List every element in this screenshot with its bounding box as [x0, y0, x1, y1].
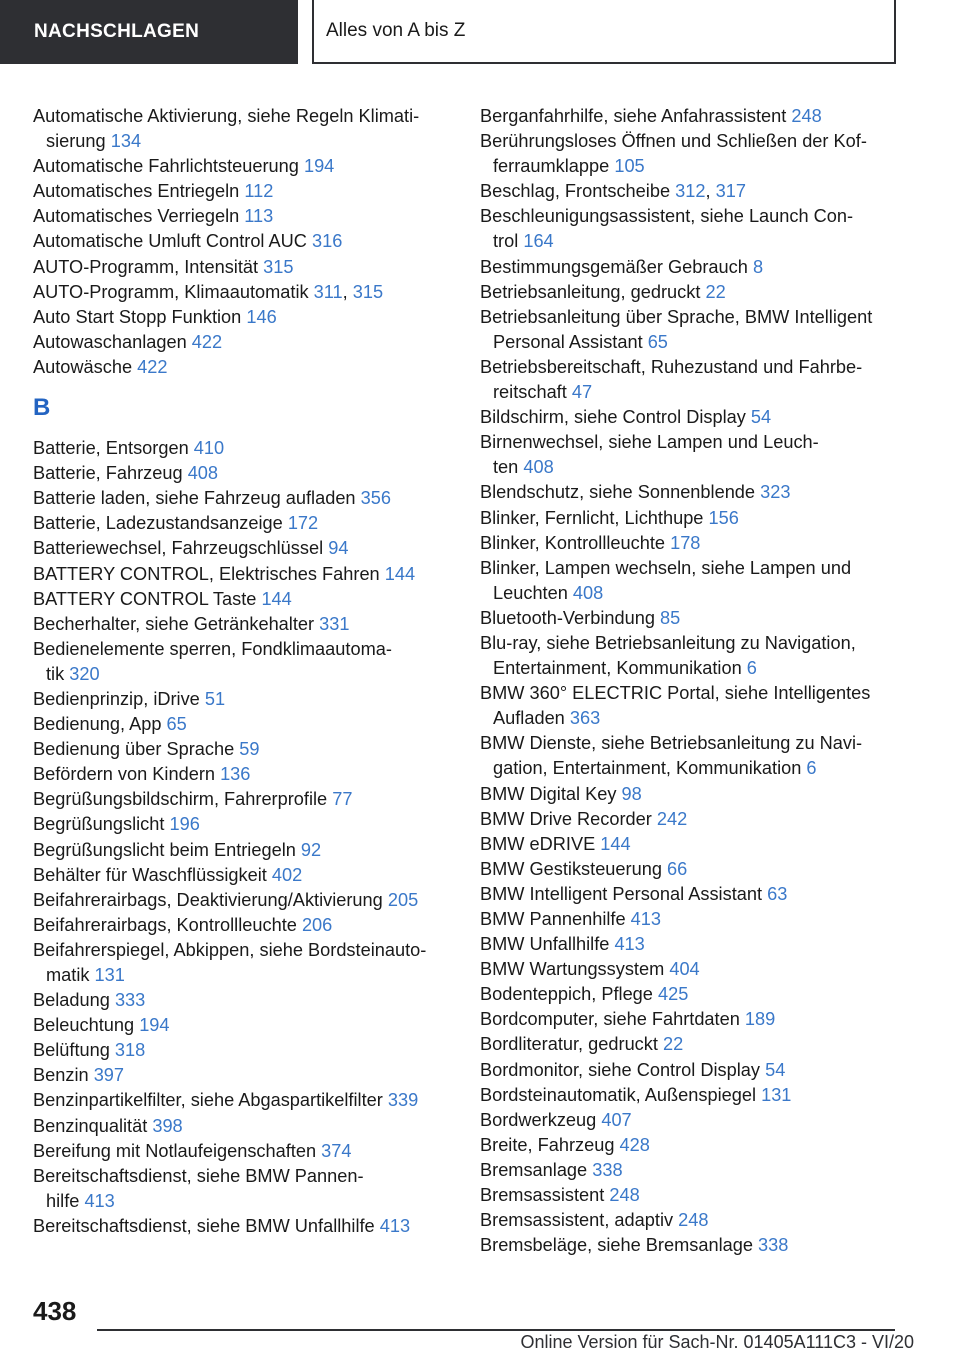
index-entry-text: Bordmonitor, siehe Control Display: [480, 1059, 761, 1080]
index-entry: [33, 1038, 453, 1063]
index-entry-text: Automatisches Verriegeln: [33, 206, 240, 227]
index-entry-text: Blu-ray, siehe Betriebsanleitung zu Navigation,: [480, 632, 856, 653]
index-entry-text: Berührungsloses Öffnen und Schließen der Kof-: [480, 131, 867, 152]
page-link[interactable]: 47: [571, 382, 593, 403]
index-entry-text: Automatisches Entriegeln: [33, 181, 240, 202]
index-entry-text: Bremsassistent: [480, 1185, 605, 1206]
index-entry-text: Benzinqualität: [33, 1115, 148, 1136]
page-link[interactable]: 311: [313, 281, 343, 302]
index-entry: [33, 204, 453, 229]
index-entry-text: Bedienelemente sperren, Fondklimaautoma-: [33, 638, 392, 659]
index-entry-text: Bedienung, App: [33, 714, 162, 735]
index-entry: [480, 1108, 900, 1133]
page-link[interactable]: 398: [152, 1115, 183, 1136]
page-link[interactable]: 312: [675, 181, 706, 202]
index-entry: [480, 731, 900, 781]
index-entry-text: Betriebsbereitschaft, Ruhezustand und Fahrbe-: [480, 356, 863, 377]
page-link[interactable]: 413: [614, 934, 645, 955]
index-entry-text: Bodenteppich, Pflege: [480, 984, 653, 1005]
index-entry: [33, 1214, 453, 1239]
index-entry-text: trol: [493, 231, 519, 252]
page-link[interactable]: 242: [656, 808, 688, 829]
index-entry: [480, 606, 900, 631]
index-entry: Beschlag, Frontscheibe 312, 317: [480, 181, 746, 202]
chapter-tab: [312, 0, 896, 64]
index-entry-text: BMW Dienste, siehe Betriebsanleitung zu Navi-: [480, 733, 863, 754]
index-entry: [480, 882, 900, 907]
page-link[interactable]: 144: [261, 588, 292, 609]
index-entry: [480, 1032, 900, 1057]
index-entry: [480, 104, 900, 129]
index-entry: [480, 807, 900, 832]
index-entry: [480, 1183, 900, 1208]
index-entry: [480, 355, 900, 405]
index-entry-text: Begrüßungslicht: [33, 814, 165, 835]
index-entry: [33, 587, 453, 612]
index-entry: [33, 536, 453, 561]
page-link[interactable]: 338: [758, 1235, 789, 1256]
index-entry: [33, 511, 453, 536]
index-entry-text: AUTO-Programm, Klimaautomatik: [33, 281, 309, 302]
index-entry: [33, 1063, 453, 1088]
index-entry-text: Befördern von Kindern: [33, 764, 215, 785]
index-entry: [480, 1133, 900, 1158]
page-link[interactable]: 425: [657, 984, 689, 1005]
index-entry-text: Beschlag, Frontscheibe: [480, 181, 671, 202]
page-number: 438: [33, 1296, 77, 1326]
page-link[interactable]: 338: [592, 1159, 623, 1180]
index-entry-text: Blinker, Fernlicht, Lichthupe: [480, 507, 704, 528]
index-entry: [33, 712, 453, 737]
index-entry: [33, 104, 453, 154]
index-entry-text: Bereifung mit Notlaufeigenschaften: [33, 1140, 317, 1161]
index-entry: [480, 681, 900, 731]
index-entry: [33, 229, 453, 254]
index-entry-text: BMW Digital Key: [480, 783, 617, 804]
index-entry-text: Auto Start Stopp Funktion: [33, 306, 242, 327]
index-entry-text: Berganfahrhilfe, siehe Anfahrassistent: [480, 106, 787, 126]
index-entry-text: Automatische Aktivierung, siehe Regeln Klimati-: [33, 106, 420, 126]
index-entry: [480, 204, 900, 254]
index-entry: [33, 1013, 453, 1038]
index-entry-text: Beifahrerairbags, Kontrollleuchte: [33, 914, 297, 935]
index-entry: [480, 506, 900, 531]
index-entry: [33, 612, 453, 637]
index-entry: [33, 812, 453, 837]
index-entry-text: Batterie laden, siehe Fahrzeug aufladen: [33, 488, 356, 509]
index-entry-text: Beifahrerspiegel, Abkippen, siehe Bordsteinauto-: [33, 939, 427, 960]
index-entry-text: Bordwerkzeug: [480, 1109, 597, 1130]
index-entry-text: Bremsassistent, adaptiv: [480, 1210, 674, 1231]
page-link[interactable]: 131: [94, 965, 125, 985]
page-link[interactable]: 408: [187, 463, 219, 484]
index-entry-text: Bestimmungsgemäßer Gebrauch: [480, 256, 748, 277]
index-letter-heading: B: [33, 394, 51, 422]
index-entry: [33, 154, 453, 179]
index-entry: [33, 913, 453, 938]
page-link[interactable]: 316: [311, 231, 343, 252]
index-entry-text: Automatische Fahrlichtsteuerung: [33, 156, 299, 177]
page-link[interactable]: 59: [239, 739, 260, 760]
index-entry-text: Batterie, Entsorgen: [33, 438, 189, 459]
index-entry-text: AUTO-Programm, Intensität: [33, 256, 259, 277]
page-link[interactable]: 374: [321, 1140, 352, 1161]
index-entry-text: Blinker, Lampen wechseln, siehe Lampen und: [480, 557, 852, 578]
page-link[interactable]: 65: [166, 714, 187, 735]
index-entry-text: Blendschutz, siehe Sonnenblende: [480, 482, 756, 503]
index-entry-text: BMW Intelligent Personal Assistant: [480, 883, 763, 904]
index-entry-text: Beladung: [33, 990, 110, 1011]
index-entry: AUTO-Programm, Klimaautomatik 311, 315: [33, 281, 384, 302]
index-entry: [33, 305, 453, 330]
index-entry-text: Begrüßungslicht beim Entriegeln: [33, 839, 296, 860]
index-entry-text: tik: [46, 663, 65, 684]
index-entry: [480, 480, 900, 505]
index-entry: [33, 1114, 453, 1139]
page-link[interactable]: 178: [670, 532, 701, 553]
index-entry-text: Bedienung über Sprache: [33, 739, 235, 760]
page-link[interactable]: 164: [523, 231, 554, 252]
index-entry: [480, 782, 900, 807]
page-link[interactable]: 6: [806, 758, 817, 779]
index-entry-text: Bordsteinautomatik, Außenspiegel: [480, 1084, 757, 1105]
page-link[interactable]: 339: [387, 1090, 419, 1111]
index-entry-text: Behälter für Waschflüssigkeit: [33, 864, 267, 885]
page-link[interactable]: 92: [300, 839, 322, 860]
index-entry: [480, 1233, 900, 1258]
page-link[interactable]: 194: [139, 1015, 170, 1036]
page-link[interactable]: 413: [630, 909, 661, 929]
index-entry-text: reitschaft: [493, 382, 567, 403]
index-entry: [33, 461, 453, 486]
page-link[interactable]: 397: [93, 1065, 125, 1086]
page-link[interactable]: 408: [523, 457, 554, 478]
index-entry: [33, 637, 453, 687]
page-link[interactable]: 205: [387, 889, 419, 910]
page-link[interactable]: 333: [114, 990, 146, 1011]
page-link[interactable]: 63: [767, 883, 788, 904]
page-link[interactable]: 196: [169, 814, 200, 835]
page-link[interactable]: 113: [244, 206, 274, 227]
index-entry-text: Automatische Umluft Control AUC: [33, 231, 307, 252]
index-entry-text: Bluetooth-Verbindung: [480, 607, 655, 628]
index-entry: [480, 305, 900, 355]
page-link[interactable]: 194: [303, 156, 335, 177]
index-entry-text: Bereitschaftsdienst, siehe BMW Pannen-: [33, 1165, 364, 1186]
page-link[interactable]: 363: [569, 708, 601, 729]
index-entry: [33, 838, 453, 863]
index-entry-text: sierung: [46, 131, 106, 152]
page-link[interactable]: 146: [246, 306, 277, 327]
index-entry-text: Bremsbeläge, siehe Bremsanlage: [480, 1235, 753, 1256]
index-entry-text: BATTERY CONTROL, Elektrisches Fahren: [33, 563, 380, 584]
index-entry-text: BMW eDRIVE: [480, 833, 596, 854]
page-link[interactable]: 94: [328, 538, 349, 559]
page-link[interactable]: 189: [744, 1009, 776, 1030]
page-link[interactable]: 134: [110, 131, 142, 152]
index-entry-text: Bremsanlage: [480, 1159, 588, 1180]
index-column-left: [33, 104, 453, 1239]
page-link[interactable]: 172: [287, 513, 319, 534]
page-link[interactable]: 8: [752, 256, 764, 277]
page-link[interactable]: 404: [669, 959, 700, 980]
index-entry: [33, 355, 453, 380]
index-entry-text: Beleuchtung: [33, 1015, 135, 1036]
index-entry-text: Begrüßungsbildschirm, Fahrerprofile: [33, 789, 328, 810]
index-entry-text: BATTERY CONTROL Taste: [33, 588, 257, 609]
page-link[interactable]: 320: [69, 663, 100, 684]
page-link[interactable]: 248: [678, 1210, 709, 1231]
index-entry-text: Batterie, Ladezustandsanzeige: [33, 513, 283, 534]
index-entry-text: Blinker, Kontrollleuchte: [480, 532, 666, 553]
index-entry: [480, 430, 900, 480]
index-entry-text: Birnenwechsel, siehe Lampen und Leuch-: [480, 432, 819, 453]
index-entry: [33, 486, 453, 511]
index-entry: [33, 988, 453, 1013]
page-link[interactable]: 54: [750, 407, 772, 428]
index-entry-text: BMW Gestiksteuerung: [480, 858, 662, 879]
page-link[interactable]: 22: [663, 1034, 684, 1055]
footer-divider: [97, 1329, 895, 1331]
index-column-right: [480, 104, 900, 1258]
index-entry: [33, 687, 453, 712]
index-entry: [33, 1088, 453, 1113]
index-entry-text: Autowaschanlagen: [33, 331, 187, 352]
page-link[interactable]: 6: [746, 658, 757, 679]
index-entry-text: Beschleunigungsassistent, siehe Launch Con-: [480, 206, 854, 227]
page-link[interactable]: 85: [660, 607, 681, 628]
index-entry-text: Aufladen: [493, 708, 565, 729]
page-link[interactable]: 248: [609, 1185, 640, 1206]
index-entry: [480, 1158, 900, 1183]
page-link[interactable]: 105: [614, 156, 645, 177]
page-link[interactable]: 206: [301, 914, 333, 935]
index-entry: [480, 1058, 900, 1083]
index-entry: [33, 938, 453, 988]
index-entry: [33, 562, 453, 587]
index-entry: [480, 832, 900, 857]
page-link[interactable]: 156: [708, 507, 739, 528]
index-entry-text: Autowäsche: [33, 356, 133, 377]
page-link[interactable]: 323: [760, 482, 791, 503]
index-entry: [33, 179, 453, 204]
index-entry: [33, 255, 453, 280]
index-entry: [480, 1208, 900, 1233]
index-entry-text: Becherhalter, siehe Getränkehalter: [33, 613, 315, 634]
index-entry-text: Bordcomputer, siehe Fahrtdaten: [480, 1009, 740, 1030]
page-link[interactable]: 410: [193, 438, 225, 459]
page-link[interactable]: 248: [791, 106, 822, 126]
page-link[interactable]: 131: [761, 1084, 792, 1105]
index-entry-text: ferraumklappe: [493, 156, 610, 177]
index-entry-text: Bordliteratur, gedruckt: [480, 1034, 658, 1055]
index-entry-text: Benzinpartikelfilter, siehe Abgaspartikelfilter: [33, 1090, 383, 1111]
page-link[interactable]: 422: [191, 331, 223, 352]
index-entry: [480, 857, 900, 882]
index-entry-text: Personal Assistant: [493, 331, 643, 352]
index-entry: [33, 787, 453, 812]
index-entry: [480, 982, 900, 1007]
index-entry-text: Bedienprinzip, iDrive: [33, 688, 200, 709]
page-link[interactable]: 422: [137, 356, 168, 377]
index-entry-text: matik: [46, 965, 90, 985]
index-entry-text: Batteriewechsel, Fahrzeugschlüssel: [33, 538, 324, 559]
page-header: [0, 0, 960, 66]
index-entry-text: Batterie, Fahrzeug: [33, 463, 183, 484]
page-link[interactable]: 77: [332, 789, 353, 810]
index-entry-text: Betriebsanleitung, gedruckt: [480, 281, 701, 302]
page-link[interactable]: 136: [220, 764, 251, 785]
index-entry-text: gation, Entertainment, Kommunikation: [493, 758, 802, 779]
page-link[interactable]: 402: [271, 864, 303, 885]
page-link[interactable]: 413: [84, 1190, 115, 1211]
index-entry: [33, 1164, 453, 1214]
index-entry: [480, 907, 900, 932]
page-link[interactable]: 315: [352, 281, 384, 302]
index-entry: [480, 405, 900, 430]
index-entry-text: BMW 360° ELECTRIC Portal, siehe Intelligentes: [480, 683, 871, 704]
page-link[interactable]: 318: [114, 1040, 146, 1061]
index-entry-text: Bereitschaftsdienst, siehe BMW Unfallhilfe: [33, 1215, 375, 1236]
page-link[interactable]: 428: [619, 1134, 650, 1155]
index-entry: [33, 330, 453, 355]
page-link[interactable]: 144: [600, 833, 631, 854]
index-entry-text: BMW Drive Recorder: [480, 808, 652, 829]
index-entry: [480, 932, 900, 957]
page-link[interactable]: 413: [379, 1215, 411, 1236]
index-entry: [480, 280, 900, 305]
index-entry: [480, 1007, 900, 1032]
page-link[interactable]: 317: [715, 181, 746, 202]
index-entry-text: ten: [493, 457, 519, 478]
index-entry-text: Beifahrerairbags, Deaktivierung/Aktivierung: [33, 889, 383, 910]
index-entry: [480, 1083, 900, 1108]
index-entry: [480, 957, 900, 982]
index-entry: [33, 737, 453, 762]
page-link[interactable]: 356: [360, 488, 391, 509]
section-tab: [0, 0, 298, 64]
page-link[interactable]: 408: [572, 582, 604, 603]
index-entry: [480, 255, 900, 280]
index-entry-text: Bildschirm, siehe Control Display: [480, 407, 746, 428]
index-entry: [480, 129, 900, 179]
index-entry-text: hilfe: [46, 1190, 80, 1211]
index-entry-text: Betriebsanleitung über Sprache, BMW Intelligent: [480, 306, 873, 327]
index-entry: [33, 888, 453, 913]
page-link[interactable]: 65: [647, 331, 668, 352]
index-entry-text: Benzin: [33, 1065, 89, 1086]
index-entry: [33, 863, 453, 888]
index-entry-text: Entertainment, Kommunikation: [493, 658, 742, 679]
index-entry: [480, 531, 900, 556]
page-link[interactable]: 54: [765, 1059, 786, 1080]
index-entry: [480, 556, 900, 606]
index-entry-text: BMW Pannenhilfe: [480, 909, 626, 929]
page-link[interactable]: 144: [384, 563, 416, 584]
page-link[interactable]: 22: [705, 281, 726, 302]
index-entry-text: Belüftung: [33, 1040, 110, 1061]
index-entry-text: BMW Unfallhilfe: [480, 934, 610, 955]
page-link[interactable]: 51: [204, 688, 226, 709]
index-entry-text: Leuchten: [493, 582, 568, 603]
section-title: NACHSCHLAGEN: [34, 21, 200, 42]
page-link[interactable]: 315: [263, 256, 294, 277]
page-link[interactable]: 66: [667, 858, 688, 879]
page-link[interactable]: 112: [244, 181, 274, 202]
page-link[interactable]: 98: [621, 783, 642, 804]
index-entry: [33, 762, 453, 787]
index-entry: [33, 436, 453, 461]
index-entry-text: BMW Wartungssystem: [480, 959, 665, 980]
chapter-title: Alles von A bis Z: [326, 20, 466, 41]
page-link[interactable]: 407: [601, 1109, 632, 1130]
page-link[interactable]: 331: [319, 613, 350, 634]
index-entry-text: Breite, Fahrzeug: [480, 1134, 615, 1155]
index-entry: [33, 1139, 453, 1164]
index-entry: [480, 631, 900, 681]
footer-version: Online Version für Sach-Nr. 01405A111C3 - VI/20: [520, 1332, 914, 1352]
